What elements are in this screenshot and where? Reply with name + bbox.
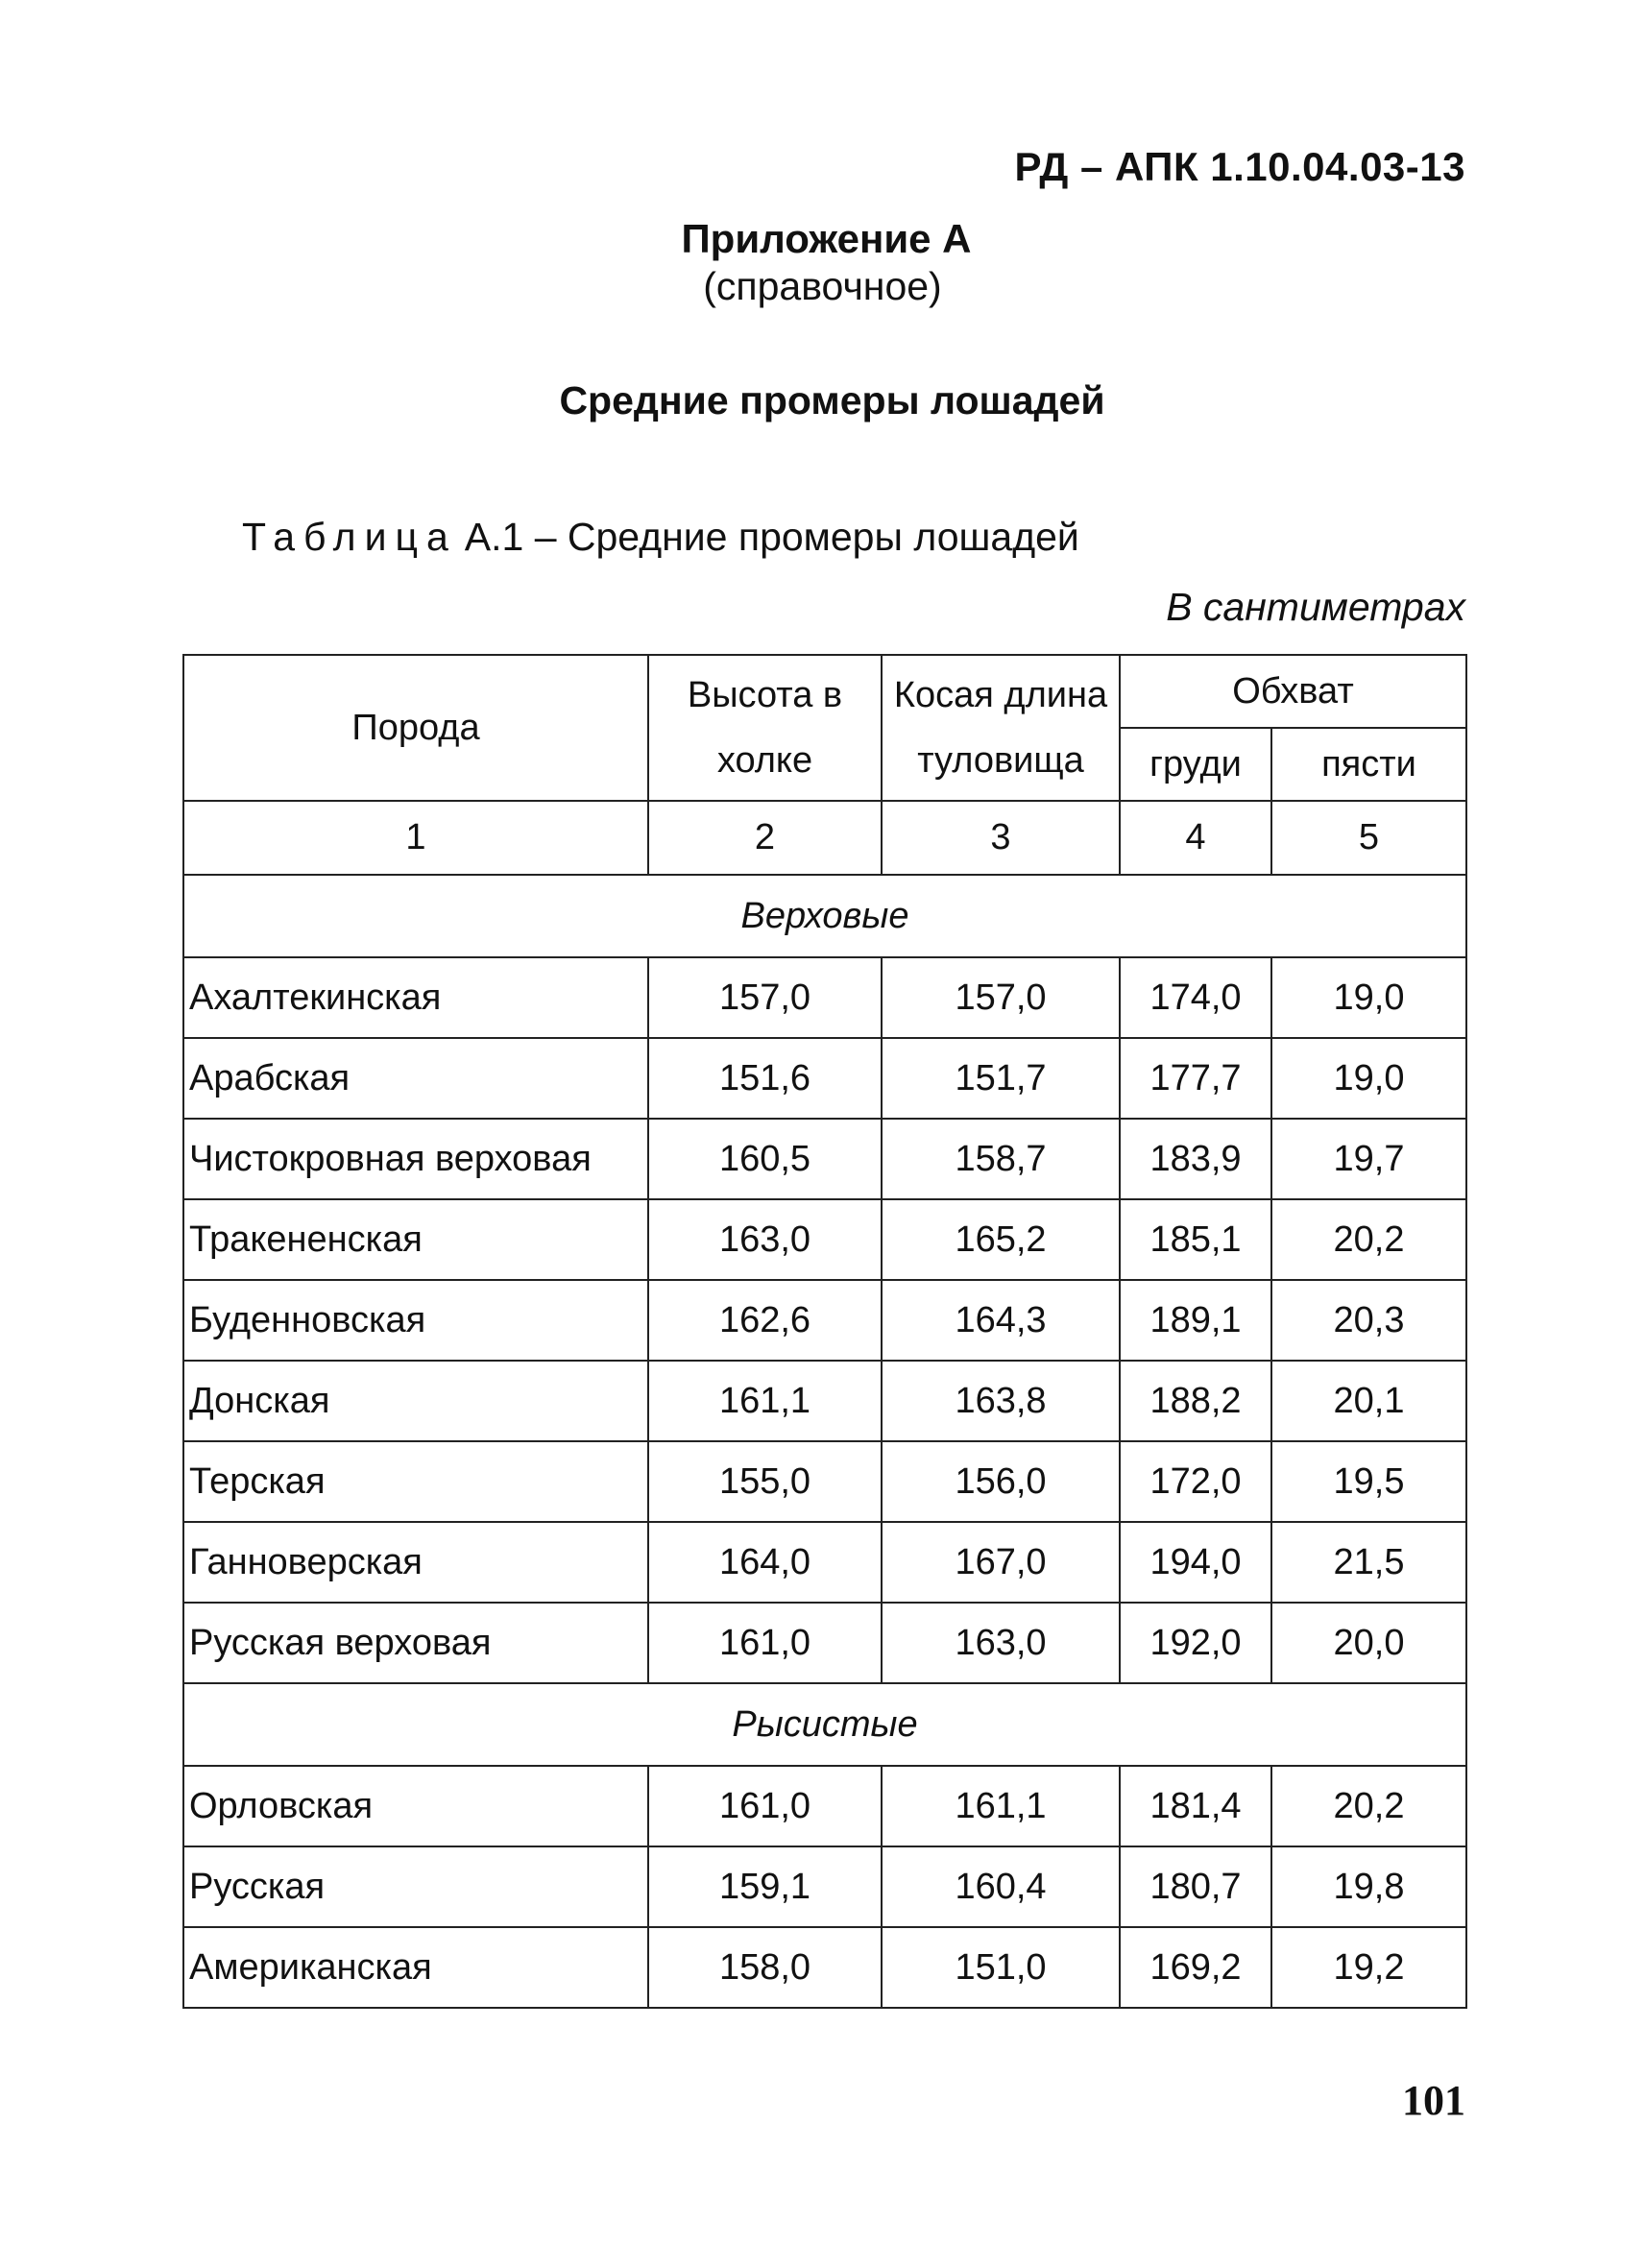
breed-cell: Буденновская xyxy=(183,1280,648,1361)
breed-cell: Арабская xyxy=(183,1038,648,1119)
metacarpus-girth-cell: 20,3 xyxy=(1271,1280,1466,1361)
metacarpus-girth-cell: 20,0 xyxy=(1271,1603,1466,1683)
header-body-length-line1: Косая длина xyxy=(893,675,1108,715)
group-title: Верховые xyxy=(183,875,1466,957)
chest-girth-cell: 188,2 xyxy=(1120,1361,1271,1441)
chest-girth-cell: 192,0 xyxy=(1120,1603,1271,1683)
table-row xyxy=(183,1119,1466,1199)
body-length-cell: 163,8 xyxy=(882,1361,1120,1441)
table-row xyxy=(183,957,1466,1038)
withers-height-cell: 164,0 xyxy=(648,1522,882,1603)
table-row xyxy=(183,1038,1466,1119)
column-number: 2 xyxy=(648,801,882,875)
breed-cell: Тракененская xyxy=(183,1199,648,1280)
table-row xyxy=(183,1280,1466,1361)
withers-height-cell: 151,6 xyxy=(648,1038,882,1119)
header-girth: Обхват xyxy=(1120,655,1466,728)
body-length-cell: 160,4 xyxy=(882,1846,1120,1927)
column-number: 5 xyxy=(1271,801,1466,875)
section-title: Средние промеры лошадей xyxy=(559,378,1105,422)
breed-cell: Русская верховая xyxy=(183,1603,648,1683)
table-row xyxy=(183,1846,1466,1927)
body-length-cell: 157,0 xyxy=(882,957,1120,1038)
metacarpus-girth-cell: 20,1 xyxy=(1271,1361,1466,1441)
metacarpus-girth-cell: 19,5 xyxy=(1271,1441,1466,1522)
group-row xyxy=(183,875,1466,957)
header-body-length xyxy=(882,655,1120,801)
horse-measurements-table xyxy=(182,654,1467,2009)
appendix-title: Приложение А xyxy=(681,216,972,261)
withers-height-cell: 159,1 xyxy=(648,1846,882,1927)
body-length-cell: 165,2 xyxy=(882,1199,1120,1280)
withers-height-cell: 155,0 xyxy=(648,1441,882,1522)
header-chest-girth: груди xyxy=(1120,728,1271,801)
body-length-cell: 163,0 xyxy=(882,1603,1120,1683)
chest-girth-cell: 181,4 xyxy=(1120,1766,1271,1846)
chest-girth-cell: 185,1 xyxy=(1120,1199,1271,1280)
table-row xyxy=(183,1927,1466,2008)
chest-girth-cell: 174,0 xyxy=(1120,957,1271,1038)
table-row xyxy=(183,1766,1466,1846)
table-row xyxy=(183,1603,1466,1683)
metacarpus-girth-cell: 19,0 xyxy=(1271,957,1466,1038)
table-units: В сантиметрах xyxy=(1166,585,1465,629)
header-metacarpus-girth: пясти xyxy=(1271,728,1466,801)
group-row xyxy=(183,1683,1466,1766)
withers-height-cell: 162,6 xyxy=(648,1280,882,1361)
header-withers-height-line1: Высота в xyxy=(687,675,843,715)
appendix-note: (справочное) xyxy=(703,264,942,308)
document-code: РД – АПК 1.10.04.03-13 xyxy=(1014,144,1465,189)
withers-height-cell: 163,0 xyxy=(648,1199,882,1280)
chest-girth-cell: 180,7 xyxy=(1120,1846,1271,1927)
metacarpus-girth-cell: 19,7 xyxy=(1271,1119,1466,1199)
chest-girth-cell: 194,0 xyxy=(1120,1522,1271,1603)
breed-cell: Американская xyxy=(183,1927,648,2008)
body-length-cell: 158,7 xyxy=(882,1119,1120,1199)
body-length-cell: 151,7 xyxy=(882,1038,1120,1119)
breed-cell: Терская xyxy=(183,1441,648,1522)
withers-height-cell: 158,0 xyxy=(648,1927,882,2008)
metacarpus-girth-cell: 20,2 xyxy=(1271,1199,1466,1280)
body-length-cell: 156,0 xyxy=(882,1441,1120,1522)
chest-girth-cell: 172,0 xyxy=(1120,1441,1271,1522)
withers-height-cell: 157,0 xyxy=(648,957,882,1038)
table-row xyxy=(183,1522,1466,1603)
withers-height-cell: 161,0 xyxy=(648,1766,882,1846)
chest-girth-cell: 183,9 xyxy=(1120,1119,1271,1199)
withers-height-cell: 161,0 xyxy=(648,1603,882,1683)
breed-cell: Ганноверская xyxy=(183,1522,648,1603)
column-number: 3 xyxy=(882,801,1120,875)
table-row xyxy=(183,1199,1466,1280)
body-length-cell: 164,3 xyxy=(882,1280,1120,1361)
breed-cell: Ахалтекинская xyxy=(183,957,648,1038)
body-length-cell: 151,0 xyxy=(882,1927,1120,2008)
metacarpus-girth-cell: 20,2 xyxy=(1271,1766,1466,1846)
chest-girth-cell: 177,7 xyxy=(1120,1038,1271,1119)
metacarpus-girth-cell: 19,0 xyxy=(1271,1038,1466,1119)
header-breed: Порода xyxy=(183,655,648,801)
page-number: 101 xyxy=(1402,2077,1465,2124)
chest-girth-cell: 169,2 xyxy=(1120,1927,1271,2008)
header-withers-height xyxy=(648,655,882,801)
body-length-cell: 167,0 xyxy=(882,1522,1120,1603)
table-caption xyxy=(242,515,1079,560)
table-caption-prefix: Таблица xyxy=(242,515,457,559)
withers-height-cell: 160,5 xyxy=(648,1119,882,1199)
table-row xyxy=(183,1441,1466,1522)
table-caption-text: А.1 – Средние промеры лошадей xyxy=(464,515,1079,559)
metacarpus-girth-cell: 21,5 xyxy=(1271,1522,1466,1603)
body-length-cell: 161,1 xyxy=(882,1766,1120,1846)
table-body xyxy=(183,875,1466,2008)
breed-cell: Русская xyxy=(183,1846,648,1927)
column-number: 1 xyxy=(183,801,648,875)
metacarpus-girth-cell: 19,2 xyxy=(1271,1927,1466,2008)
table-row xyxy=(183,1361,1466,1441)
column-number: 4 xyxy=(1120,801,1271,875)
breed-cell: Чистокровная верховая xyxy=(183,1119,648,1199)
chest-girth-cell: 189,1 xyxy=(1120,1280,1271,1361)
header-body-length-line2: туловища xyxy=(917,740,1084,781)
breed-cell: Донская xyxy=(183,1361,648,1441)
metacarpus-girth-cell: 19,8 xyxy=(1271,1846,1466,1927)
breed-cell: Орловская xyxy=(183,1766,648,1846)
withers-height-cell: 161,1 xyxy=(648,1361,882,1441)
group-title: Рысистые xyxy=(183,1683,1466,1766)
header-withers-height-line2: холке xyxy=(716,740,813,781)
